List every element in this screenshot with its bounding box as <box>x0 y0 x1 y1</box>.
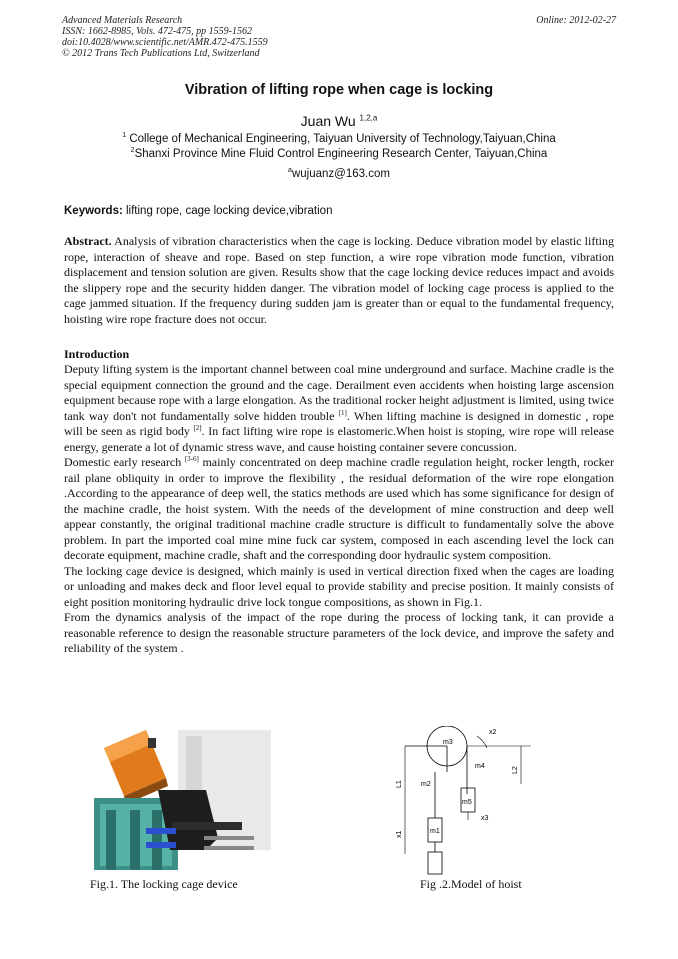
affiliation-2 <box>0 147 678 160</box>
issn: ISSN: 1662-8985, Vols. 472-475, pp 1559-1562 <box>62 26 252 37</box>
abstract <box>64 234 614 327</box>
locking-cage-device-figure <box>86 730 271 870</box>
author-sup: 1,2,a <box>359 113 378 123</box>
email-sup: a <box>288 167 292 174</box>
author-name: Juan Wu <box>300 113 360 129</box>
journal-header <box>62 15 268 59</box>
abstract-text: Analysis of vibration characteristics when the cage is locking. Deduce vibration model by elastic lifting rope, interaction of sheave and rope. Based on step function, a wire rope vibration mode function, vibration displacement and tension solution are given. Results show that the cage locking device reduces impact and avoids the slippery rope and the security hidden danger. The vibration model of locking cage process is applied to the cage jammed situation. If the frequency during sudden jam is greater than or equal to the fundamental frequency, hoisting wire rope fracture does not occur. <box>64 234 614 326</box>
label-m2: m2 <box>421 781 431 788</box>
intro-p2a: Domestic early research <box>64 455 185 469</box>
citation-1: [1] <box>338 408 347 417</box>
label-x1: x1 <box>396 830 403 838</box>
email-text: wujuanz@163.com <box>291 167 390 180</box>
keywords <box>64 205 332 217</box>
intro-paragraph-4: From the dynamics analysis of the impact of the rope during the process of locking tank, it can provide a reasonable reference to design the reasonable structure parameters of the lock device, and improve the safety and reliability of the system . <box>64 610 614 655</box>
citation-3: [3-6] <box>184 455 199 463</box>
intro-p1a: Deputy lifting system is the important channel between coal mine underground and surface. Machine cradle is the special equipment connection the ground and the cage. Derailment even accidents when hoisting large ascension equipment because rope with a large elongation. As the traditional rocker height adjustment is limited, using twice tank way don't not fundamentally solve hidden trouble <box>64 362 614 423</box>
keywords-label: Keywords: <box>64 205 123 217</box>
online-date: Online: 2012-02-27 <box>536 15 616 26</box>
label-L1: L1 <box>396 780 403 788</box>
label-m4: m4 <box>475 763 485 770</box>
introduction-heading: Introduction <box>64 347 130 361</box>
label-m3: m3 <box>443 739 453 746</box>
hoist-model-diagram <box>395 726 535 876</box>
intro-paragraph-1 <box>64 362 614 455</box>
citation-2: [2] <box>193 424 202 432</box>
introduction-body <box>64 362 614 657</box>
copyright: © 2012 Trans Tech Publications Ltd, Switzerland <box>62 48 260 59</box>
intro-paragraph-2 <box>64 455 614 564</box>
email <box>0 167 678 180</box>
label-x3: x3 <box>481 815 489 822</box>
affiliation-1-text: College of Mechanical Engineering, Taiyuan University of Technology,Taiyuan,China <box>126 132 556 145</box>
intro-paragraph-3: The locking cage device is designed, which mainly is used in vertical direction fixed when the cages are loading or unloading and makes deck and floor level equal to provide stability and precise position. It mainly consists of eight position monitoring hydraulic drive lock tongue compositions, as shown in Fig.1. <box>64 563 614 609</box>
affiliation-1-sup: 1 <box>122 132 127 139</box>
label-L2: L2 <box>512 766 519 774</box>
intro-p2b: mainly concentrated on deep machine cradle regulation height, rocker length, rocker rail plane obliquity in order to improve the flexibility , the residual deformation of the wire rope elongation .According to the appearance of deep well, the statics methods are used which has some significance for design of the machine cradle, the hoist system. With the needs of the development of mine construction and deep well appear constantly, the original traditional machine cradle structure is difficult to fundamentally solve the above problem. In part the imported coal mine mine fuck car system, composed in each ascending level the lock can decorate equipment, machine cradle, shaft and the corresponding door hydraulic system composition. <box>64 455 614 562</box>
label-m5: m5 <box>462 799 472 806</box>
intro-p1b: . When lifting machine is designed in domestic , rope will be seen as rigid body <box>64 408 614 438</box>
doi: doi:10.4028/www.scientific.net/AMR.472-475.1559 <box>62 37 268 48</box>
figure-2-caption: Fig .2.Model of hoist <box>420 877 522 891</box>
paper-title: Vibration of lifting rope when cage is locking <box>184 82 494 98</box>
abstract-label: Abstract. <box>64 234 112 248</box>
label-x2: x2 <box>489 729 497 736</box>
affiliation-2-sup: 2 <box>130 147 135 154</box>
intro-p1c: . In fact lifting wire rope is elastomeric.When hoist is stoping, wire rope will release energy, generate a lot of dynamic stress wave, and cause hoisting container severe concussion. <box>64 424 614 454</box>
keywords-text: lifting rope, cage locking device,vibration <box>122 205 333 217</box>
affiliation-1 <box>0 132 678 145</box>
label-m1: m1 <box>430 828 440 835</box>
journal-name: Advanced Materials Research <box>62 15 183 26</box>
affiliation-2-text: Shanxi Province Mine Fluid Control Engineering Research Center, Taiyuan,China <box>134 147 548 160</box>
figure-1-caption: Fig.1. The locking cage device <box>90 877 238 891</box>
author <box>0 113 678 129</box>
